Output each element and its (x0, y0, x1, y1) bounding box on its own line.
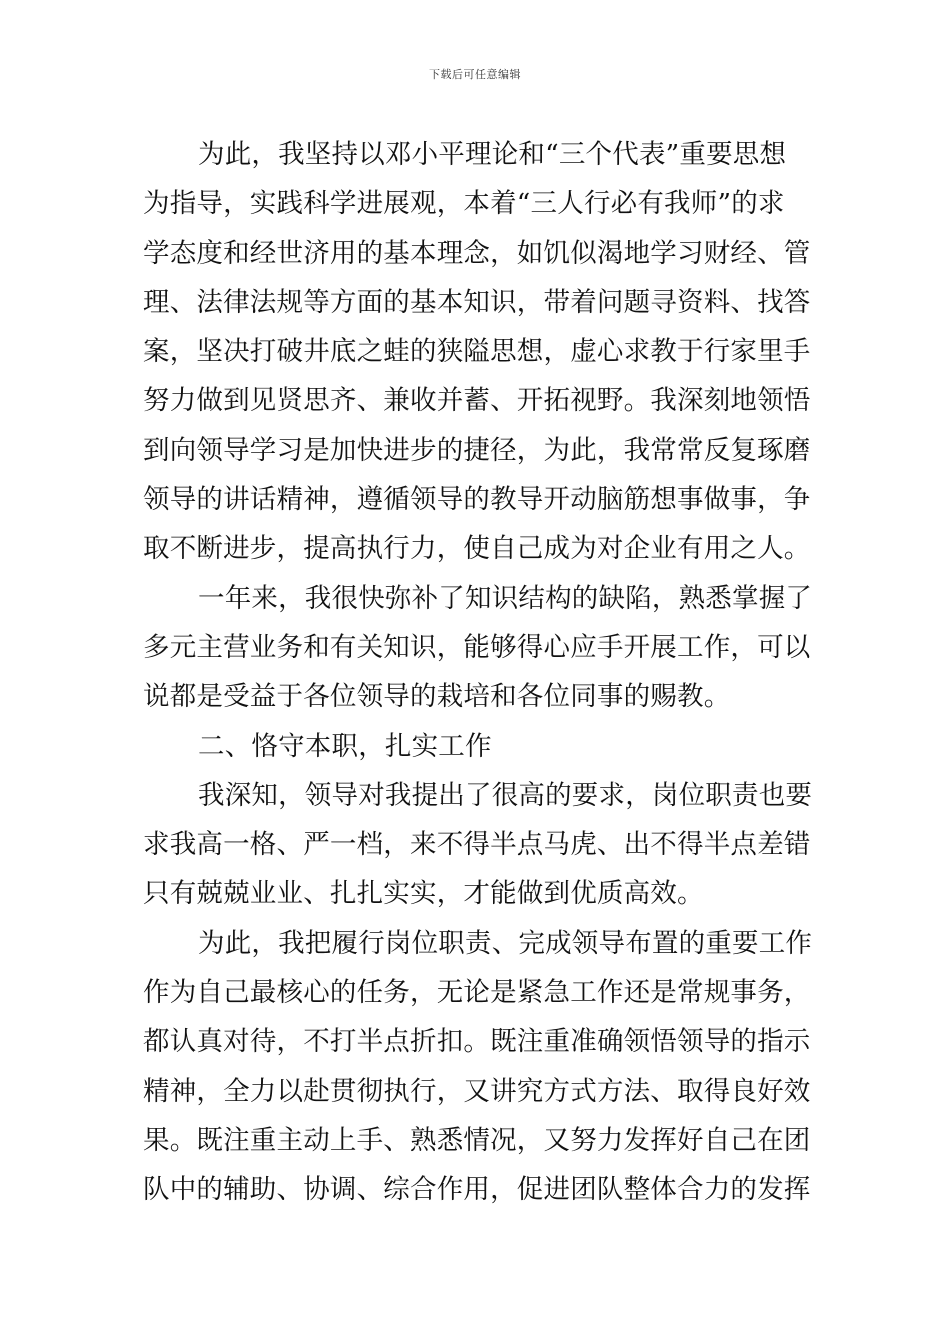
section-heading: 二、恪守本职，扎实工作 (198, 730, 492, 762)
text-line: 多元主营业务和有关知识，能够得心应手开展工作，可以 (143, 631, 811, 663)
text-line: 学态度和经世济用的基本理念，如饥似渴地学习财经、管 (143, 237, 811, 269)
text-line: 说都是受益于各位领导的栽培和各位同事的赐教。 (143, 681, 731, 713)
text-line: 努力做到见贤思齐、兼收并蓄、开拓视野。我深刻地领悟 (143, 385, 811, 417)
text-line: 案，坚决打破井底之蛙的狭隘思想，虚心求教于行家里手 (143, 336, 811, 368)
document-body (143, 130, 813, 1215)
text-line: 精神，全力以赴贯彻执行，又讲究方式方法、取得良好效 (143, 1075, 811, 1107)
text-line: 为此，我把履行岗位职责、完成领导布置的重要工作 (198, 927, 813, 959)
text-line: 领导的讲话精神，遵循领导的教导开动脑筋想事做事，争 (143, 484, 811, 516)
text-line: 为指导，实践科学进展观，本着“三人行必有我师”的求 (143, 188, 785, 220)
text-line: 我深知，领导对我提出了很高的要求，岗位职责也要 (198, 779, 813, 811)
text-line: 队中的辅助、协调、综合作用，促进团队整体合力的发挥 (143, 1174, 811, 1206)
text-line: 取不断进步，提高执行力，使自己成为对企业有用之人。 (143, 533, 811, 565)
text-line: 为此，我坚持以邓小平理论和“三个代表”重要思想 (198, 139, 787, 170)
text-line: 理、法律法规等方面的基本知识，带着问题寻资料、找答 (143, 286, 811, 318)
text-line: 求我高一格、严一档，来不得半点马虎、出不得半点差错 (143, 829, 811, 861)
text-line: 一年来，我很快弥补了知识结构的缺陷，熟悉掌握了 (198, 582, 813, 614)
page-header: 下载后可任意编辑 (429, 68, 521, 81)
text-line: 果。既注重主动上手、熟悉情况，又努力发挥好自己在团 (143, 1124, 811, 1156)
text-line: 只有兢兢业业、扎扎实实，才能做到优质高效。 (143, 878, 704, 910)
text-line: 都认真对待，不打半点折扣。既注重准确领悟领导的指示 (143, 1026, 811, 1058)
text-line: 作为自己最核心的任务，无论是紧急工作还是常规事务， (143, 977, 811, 1009)
text-line: 到向领导学习是加快进步的捷径，为此，我常常反复琢磨 (143, 434, 811, 466)
